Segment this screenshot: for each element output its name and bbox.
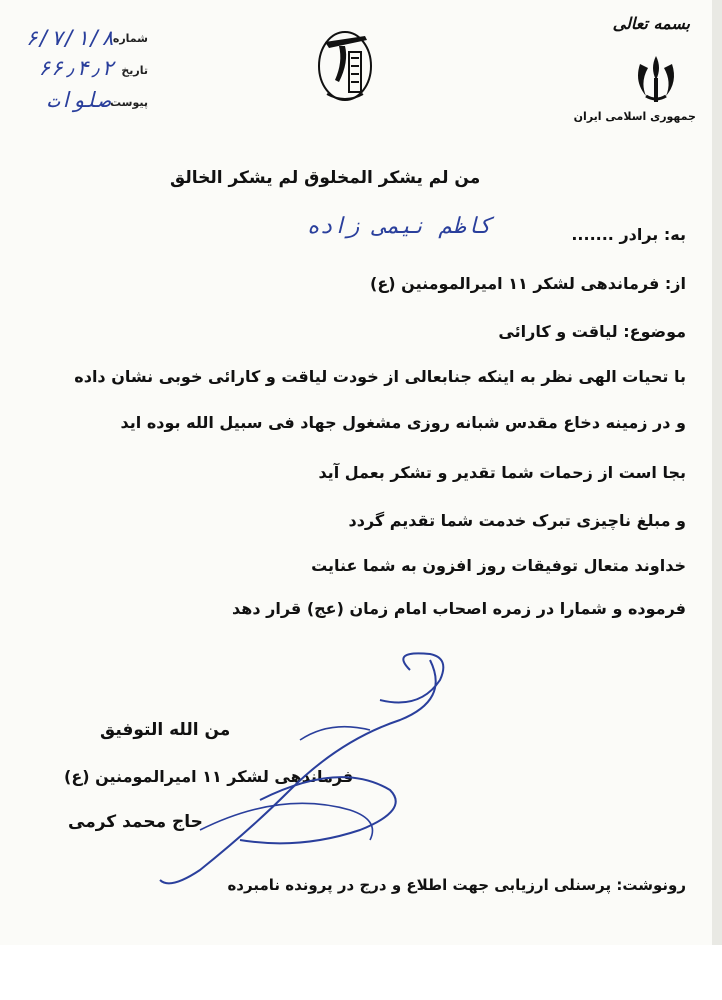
iran-emblem-icon: [630, 52, 682, 104]
republic-text: جمهوری اسلامی ایران: [573, 110, 696, 123]
subject-line: موضوع: لیاقت و کارائی: [498, 322, 686, 341]
body-line-4: و مبلغ ناچیزی تبرک خدمت شما تقدیم گردد: [348, 511, 686, 530]
closing-phrase: من الله التوفیق: [100, 720, 231, 740]
body-line-3: بجا است از زحمات شما تقدیر و تشکر بعمل آید: [318, 463, 686, 482]
recipient-name: کاظم نیمی زاده: [306, 214, 492, 239]
letter-number-value: ۶/۷/۱/۸: [25, 26, 114, 50]
recipient-line: [571, 225, 686, 244]
opening-phrase: من لم یشکر المخلوق لم یشکر الخالق: [170, 168, 481, 188]
recipient-label: به: برادر .......: [571, 225, 686, 244]
letter-date-label: تاریخ: [121, 64, 148, 77]
side-watermark: [690, 70, 708, 200]
letter-number-label: شماره: [112, 32, 148, 45]
signer-name: حاج محمد کرمی: [68, 812, 203, 832]
besmeh-text: بسمه تعالی: [612, 14, 690, 33]
letter-attachment-value: صلوات: [46, 88, 110, 112]
sender-line: از: فرماندهی لشکر ۱۱ امیرالمومنین (ع): [370, 274, 686, 293]
body-line-5: خداوند متعال توفیقات روز افزون به شما عنایت: [311, 556, 686, 575]
letter-attachment-label: پیوست: [110, 96, 148, 109]
iran-emblem: [573, 14, 696, 132]
carbon-copy-line: رونوشت: پرسنلی ارزیابی جهت اطلاع و درج در پرونده نامبرده: [227, 876, 686, 894]
body-line-2: و در زمینه دخاع مقدس شبانه روزی مشغول جهاد فی سبیل الله بوده اید: [120, 413, 686, 432]
letter-date-value: ۶۶٫۴٫۲: [38, 56, 114, 80]
body-line-6: فرموده و شمارا در زمره اصحاب امام زمان (عج) قرار دهد: [232, 599, 686, 618]
signer-title: فرماندهی لشکر ۱۱ امیرالمومنین (ع): [64, 767, 354, 786]
body-line-1: با تحیات الهی نظر به اینکه جنابعالی از خودت لیاقت و کارائی خوبی نشان داده: [74, 367, 686, 386]
irgc-emblem-icon: [305, 22, 385, 112]
